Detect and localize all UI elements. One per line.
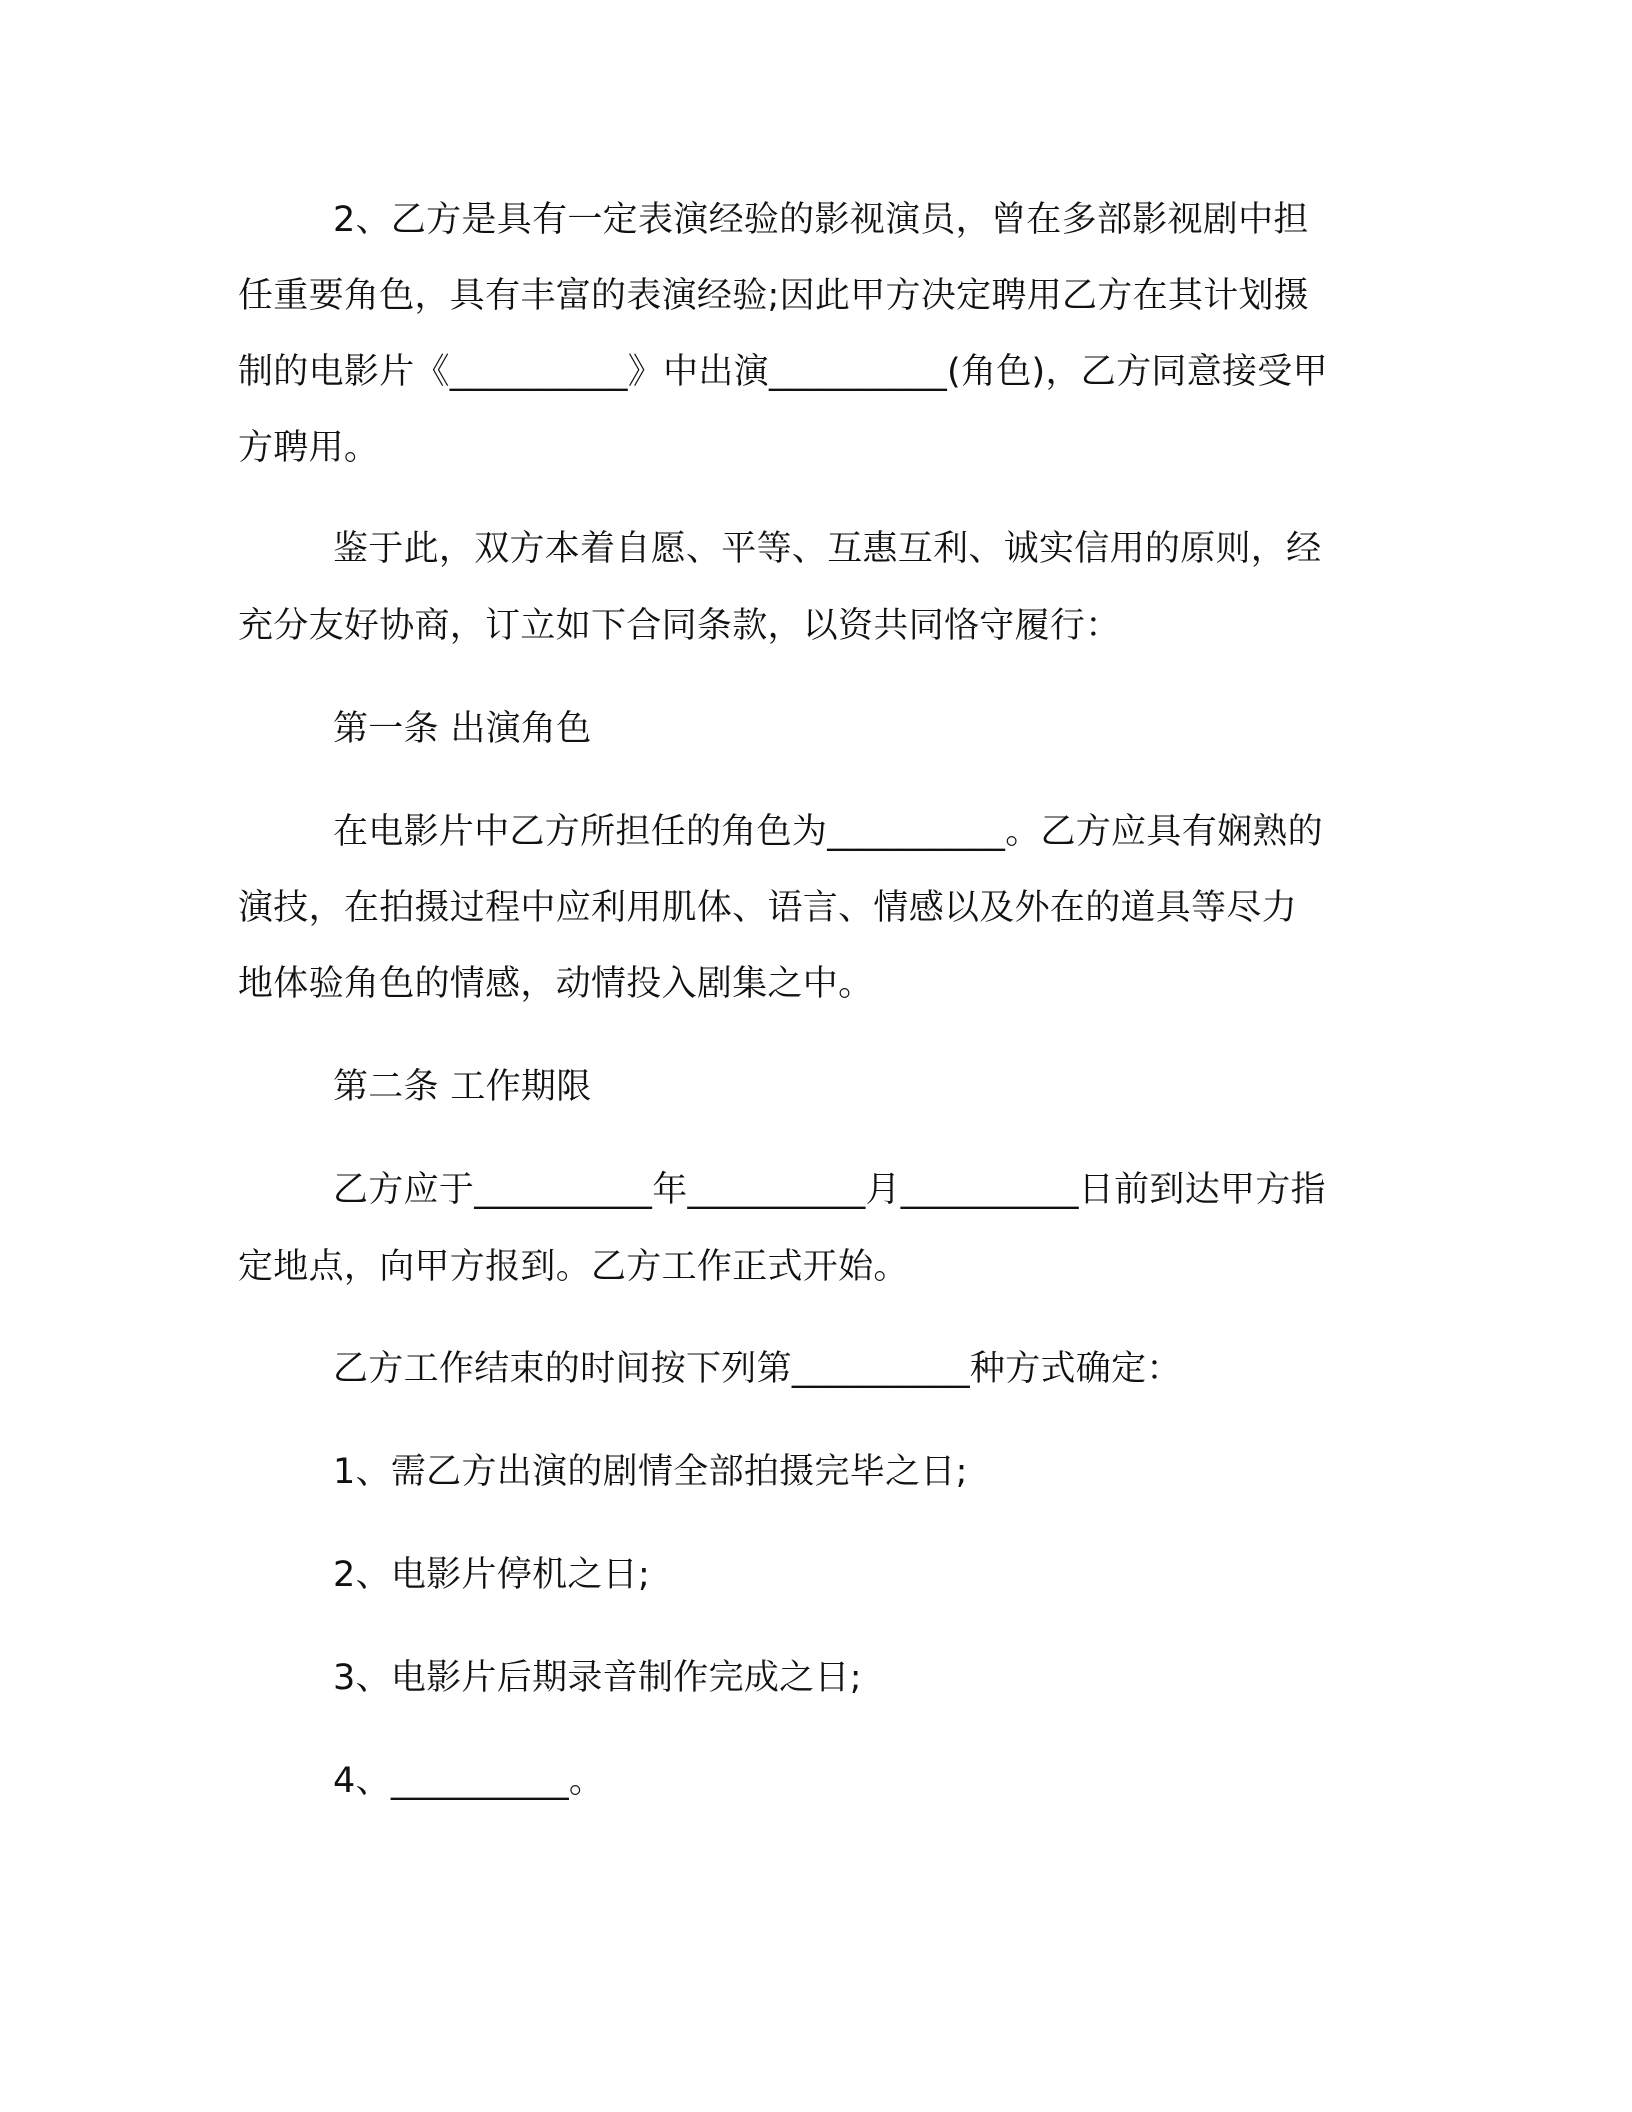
paragraph-1-line-4: 方聘用。	[238, 428, 380, 468]
option-1: 1、需乙方出演的剧情全部拍摄完毕之日;	[333, 1452, 968, 1492]
option-3: 3、电影片后期录音制作完成之日;	[333, 1658, 862, 1698]
article-1-heading: 第一条 出演角色	[333, 709, 592, 749]
article-1-body-line-2: 演技，在拍摄过程中应利用肌体、语言、情感以及外在的道具等尽力	[238, 888, 1298, 928]
article-2-heading: 第二条 工作期限	[333, 1067, 592, 1107]
article-1-body-line-3: 地体验角色的情感，动情投入剧集之中。	[238, 964, 874, 1004]
option-4: 4、__________。	[333, 1761, 605, 1801]
paragraph-1-line-2: 任重要角色，具有丰富的表演经验;因此甲方决定聘用乙方在其计划摄	[238, 276, 1310, 316]
paragraph-2-line-2: 充分友好协商，订立如下合同条款，以资共同恪守履行：	[238, 606, 1121, 646]
article-1-body-line-1: 在电影片中乙方所担任的角色为__________。乙方应具有娴熟的	[333, 812, 1323, 852]
paragraph-2-line-1: 鉴于此，双方本着自愿、平等、互惠互利、诚实信用的原则，经	[333, 529, 1322, 569]
article-2-body-line-2: 定地点，向甲方报到。乙方工作正式开始。	[238, 1247, 909, 1287]
end-time-sentence: 乙方工作结束的时间按下列第__________种方式确定：	[333, 1349, 1182, 1389]
paragraph-1-line-3: 制的电影片《__________》中出演__________(角色)，乙方同意接受甲	[238, 352, 1328, 392]
article-2-body-line-1: 乙方应于__________年__________月__________日前到达甲方指	[333, 1170, 1326, 1210]
paragraph-1-line-1: 2、乙方是具有一定表演经验的影视演员，曾在多部影视剧中担	[333, 200, 1309, 240]
option-2: 2、电影片停机之日;	[333, 1555, 651, 1595]
